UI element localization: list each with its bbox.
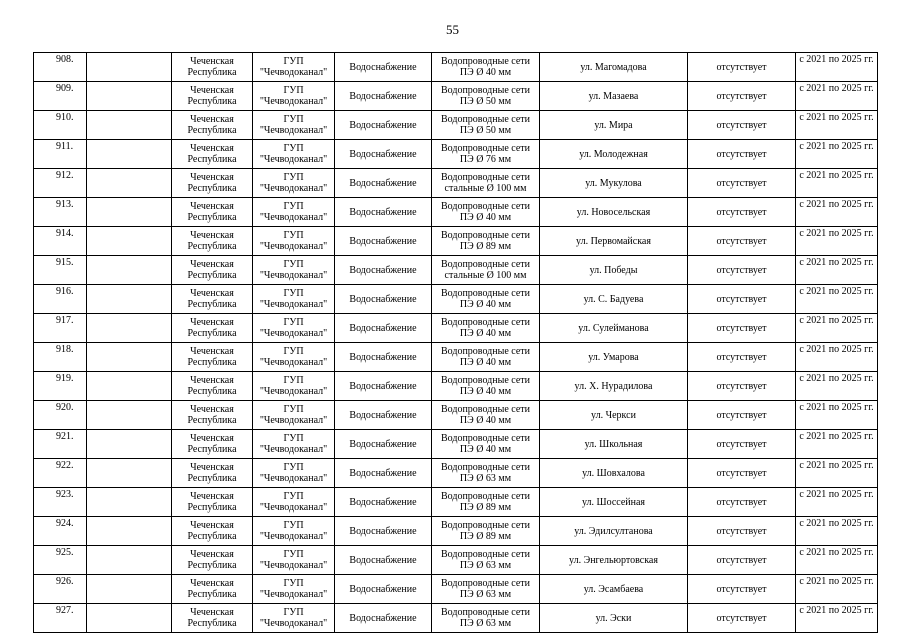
period-cell: с 2021 по 2025 гг. — [796, 82, 878, 111]
empty-cell — [87, 372, 172, 401]
empty-cell — [87, 82, 172, 111]
empty-cell — [87, 575, 172, 604]
empty-cell — [87, 111, 172, 140]
table-row — [34, 53, 878, 82]
region-cell: Чеченская Республика — [172, 169, 253, 198]
service-type-cell: Водоснабжение — [335, 401, 432, 430]
table-row — [34, 459, 878, 488]
address-cell: ул. Победы — [540, 256, 688, 285]
address-cell: ул. Первомайская — [540, 227, 688, 256]
empty-cell — [87, 459, 172, 488]
row-number-cell: 908. — [34, 53, 87, 82]
address-cell: ул. Эсамбаева — [540, 575, 688, 604]
row-number-cell: 927. — [34, 604, 87, 633]
object-description-cell: Водопроводные сети ПЭ Ø 89 мм — [432, 517, 540, 546]
table-row — [34, 604, 878, 633]
status-cell: отсутствует — [688, 488, 796, 517]
page-number: 55 — [446, 22, 459, 37]
service-type-cell: Водоснабжение — [335, 111, 432, 140]
object-description-cell: Водопроводные сети ПЭ Ø 89 мм — [432, 488, 540, 517]
service-type-cell: Водоснабжение — [335, 82, 432, 111]
empty-cell — [87, 401, 172, 430]
status-cell: отсутствует — [688, 401, 796, 430]
organization-cell: ГУП "Чечводоканал" — [253, 53, 335, 82]
organization-cell: ГУП "Чечводоканал" — [253, 459, 335, 488]
period-cell: с 2021 по 2025 гг. — [796, 285, 878, 314]
status-cell: отсутствует — [688, 53, 796, 82]
region-cell: Чеченская Республика — [172, 314, 253, 343]
table-row — [34, 488, 878, 517]
table-row — [34, 111, 878, 140]
empty-cell — [87, 198, 172, 227]
table-row — [34, 169, 878, 198]
period-cell: с 2021 по 2025 гг. — [796, 517, 878, 546]
address-cell: ул. Мира — [540, 111, 688, 140]
row-number-cell: 913. — [34, 198, 87, 227]
region-cell: Чеченская Республика — [172, 227, 253, 256]
period-cell: с 2021 по 2025 гг. — [796, 430, 878, 459]
address-cell: ул. Сулейманова — [540, 314, 688, 343]
object-description-cell: Водопроводные сети ПЭ Ø 40 мм — [432, 314, 540, 343]
service-type-cell: Водоснабжение — [335, 604, 432, 633]
row-number-cell: 911. — [34, 140, 87, 169]
address-cell: ул. Мукулова — [540, 169, 688, 198]
region-cell: Чеченская Республика — [172, 343, 253, 372]
address-cell: ул. Шоссейная — [540, 488, 688, 517]
table-row — [34, 401, 878, 430]
object-description-cell: Водопроводные сети ПЭ Ø 76 мм — [432, 140, 540, 169]
organization-cell: ГУП "Чечводоканал" — [253, 401, 335, 430]
empty-cell — [87, 604, 172, 633]
address-cell: ул. Мазаева — [540, 82, 688, 111]
table-row — [34, 430, 878, 459]
table-row — [34, 285, 878, 314]
table-row — [34, 372, 878, 401]
object-description-cell: Водопроводные сети ПЭ Ø 63 мм — [432, 459, 540, 488]
region-cell: Чеченская Республика — [172, 517, 253, 546]
object-description-cell: Водопроводные сети ПЭ Ø 40 мм — [432, 53, 540, 82]
table-body — [34, 53, 878, 633]
empty-cell — [87, 314, 172, 343]
row-number-cell: 921. — [34, 430, 87, 459]
organization-cell: ГУП "Чечводоканал" — [253, 372, 335, 401]
organization-cell: ГУП "Чечводоканал" — [253, 256, 335, 285]
period-cell: с 2021 по 2025 гг. — [796, 227, 878, 256]
service-type-cell: Водоснабжение — [335, 372, 432, 401]
object-description-cell: Водопроводные сети ПЭ Ø 40 мм — [432, 285, 540, 314]
row-number-cell: 919. — [34, 372, 87, 401]
object-description-cell: Водопроводные сети ПЭ Ø 63 мм — [432, 546, 540, 575]
service-type-cell: Водоснабжение — [335, 53, 432, 82]
region-cell: Чеченская Республика — [172, 372, 253, 401]
address-cell: ул. Школьная — [540, 430, 688, 459]
region-cell: Чеченская Республика — [172, 604, 253, 633]
row-number-cell: 916. — [34, 285, 87, 314]
empty-cell — [87, 256, 172, 285]
empty-cell — [87, 488, 172, 517]
address-cell: ул. Х. Нурадилова — [540, 372, 688, 401]
table-row — [34, 82, 878, 111]
table-row — [34, 343, 878, 372]
period-cell: с 2021 по 2025 гг. — [796, 488, 878, 517]
status-cell: отсутствует — [688, 140, 796, 169]
table-row — [34, 575, 878, 604]
object-description-cell: Водопроводные сети ПЭ Ø 50 мм — [432, 111, 540, 140]
row-number-cell: 914. — [34, 227, 87, 256]
region-cell: Чеченская Республика — [172, 401, 253, 430]
empty-cell — [87, 343, 172, 372]
address-cell: ул. Энгельюртовская — [540, 546, 688, 575]
row-number-cell: 912. — [34, 169, 87, 198]
object-description-cell: Водопроводные сети ПЭ Ø 40 мм — [432, 198, 540, 227]
empty-cell — [87, 53, 172, 82]
status-cell: отсутствует — [688, 430, 796, 459]
status-cell: отсутствует — [688, 517, 796, 546]
service-type-cell: Водоснабжение — [335, 575, 432, 604]
organization-cell: ГУП "Чечводоканал" — [253, 314, 335, 343]
object-description-cell: Водопроводные сети ПЭ Ø 50 мм — [432, 82, 540, 111]
status-cell: отсутствует — [688, 459, 796, 488]
region-cell: Чеченская Республика — [172, 575, 253, 604]
region-cell: Чеченская Республика — [172, 488, 253, 517]
status-cell: отсутствует — [688, 169, 796, 198]
address-cell: ул. Шовхалова — [540, 459, 688, 488]
row-number-cell: 920. — [34, 401, 87, 430]
service-type-cell: Водоснабжение — [335, 488, 432, 517]
service-type-cell: Водоснабжение — [335, 227, 432, 256]
service-type-cell: Водоснабжение — [335, 314, 432, 343]
row-number-cell: 922. — [34, 459, 87, 488]
organization-cell: ГУП "Чечводоканал" — [253, 546, 335, 575]
address-cell: ул. Эски — [540, 604, 688, 633]
row-number-cell: 915. — [34, 256, 87, 285]
region-cell: Чеченская Республика — [172, 459, 253, 488]
object-description-cell: Водопроводные сети ПЭ Ø 40 мм — [432, 401, 540, 430]
region-cell: Чеченская Республика — [172, 430, 253, 459]
address-cell: ул. Эдилсултанова — [540, 517, 688, 546]
period-cell: с 2021 по 2025 гг. — [796, 256, 878, 285]
table-row — [34, 314, 878, 343]
row-number-cell: 917. — [34, 314, 87, 343]
status-cell: отсутствует — [688, 82, 796, 111]
address-cell: ул. Магомадова — [540, 53, 688, 82]
organization-cell: ГУП "Чечводоканал" — [253, 111, 335, 140]
organization-cell: ГУП "Чечводоканал" — [253, 430, 335, 459]
empty-cell — [87, 285, 172, 314]
object-description-cell: Водопроводные сети ПЭ Ø 63 мм — [432, 604, 540, 633]
table-row — [34, 546, 878, 575]
status-cell: отсутствует — [688, 546, 796, 575]
organization-cell: ГУП "Чечводоканал" — [253, 285, 335, 314]
period-cell: с 2021 по 2025 гг. — [796, 169, 878, 198]
address-cell: ул. Молодежная — [540, 140, 688, 169]
period-cell: с 2021 по 2025 гг. — [796, 314, 878, 343]
status-cell: отсутствует — [688, 604, 796, 633]
region-cell: Чеченская Республика — [172, 53, 253, 82]
table-row — [34, 198, 878, 227]
period-cell: с 2021 по 2025 гг. — [796, 198, 878, 227]
address-cell: ул. Новосельская — [540, 198, 688, 227]
object-description-cell: Водопроводные сети ПЭ Ø 89 мм — [432, 227, 540, 256]
period-cell: с 2021 по 2025 гг. — [796, 575, 878, 604]
status-cell: отсутствует — [688, 285, 796, 314]
organization-cell: ГУП "Чечводоканал" — [253, 604, 335, 633]
service-type-cell: Водоснабжение — [335, 546, 432, 575]
region-cell: Чеченская Республика — [172, 111, 253, 140]
table-row — [34, 140, 878, 169]
organization-cell: ГУП "Чечводоканал" — [253, 488, 335, 517]
service-type-cell: Водоснабжение — [335, 430, 432, 459]
empty-cell — [87, 227, 172, 256]
period-cell: с 2021 по 2025 гг. — [796, 140, 878, 169]
period-cell: с 2021 по 2025 гг. — [796, 604, 878, 633]
object-description-cell: Водопроводные сети стальные Ø 100 мм — [432, 169, 540, 198]
address-cell: ул. С. Бадуева — [540, 285, 688, 314]
object-description-cell: Водопроводные сети ПЭ Ø 40 мм — [432, 343, 540, 372]
status-cell: отсутствует — [688, 575, 796, 604]
object-description-cell: Водопроводные сети ПЭ Ø 63 мм — [432, 575, 540, 604]
period-cell: с 2021 по 2025 гг. — [796, 401, 878, 430]
row-number-cell: 926. — [34, 575, 87, 604]
service-type-cell: Водоснабжение — [335, 256, 432, 285]
organization-cell: ГУП "Чечводоканал" — [253, 140, 335, 169]
region-cell: Чеченская Республика — [172, 82, 253, 111]
empty-cell — [87, 517, 172, 546]
period-cell: с 2021 по 2025 гг. — [796, 459, 878, 488]
organization-cell: ГУП "Чечводоканал" — [253, 169, 335, 198]
organization-cell: ГУП "Чечводоканал" — [253, 517, 335, 546]
period-cell: с 2021 по 2025 гг. — [796, 343, 878, 372]
table-row — [34, 517, 878, 546]
row-number-cell: 923. — [34, 488, 87, 517]
object-description-cell: Водопроводные сети стальные Ø 100 мм — [432, 256, 540, 285]
status-cell: отсутствует — [688, 314, 796, 343]
period-cell: с 2021 по 2025 гг. — [796, 372, 878, 401]
service-type-cell: Водоснабжение — [335, 459, 432, 488]
empty-cell — [87, 140, 172, 169]
row-number-cell: 924. — [34, 517, 87, 546]
organization-cell: ГУП "Чечводоканал" — [253, 343, 335, 372]
object-description-cell: Водопроводные сети ПЭ Ø 40 мм — [432, 430, 540, 459]
status-cell: отсутствует — [688, 372, 796, 401]
service-type-cell: Водоснабжение — [335, 169, 432, 198]
empty-cell — [87, 430, 172, 459]
row-number-cell: 910. — [34, 111, 87, 140]
empty-cell — [87, 169, 172, 198]
region-cell: Чеченская Республика — [172, 140, 253, 169]
period-cell: с 2021 по 2025 гг. — [796, 111, 878, 140]
service-type-cell: Водоснабжение — [335, 343, 432, 372]
address-cell: ул. Черкси — [540, 401, 688, 430]
region-cell: Чеченская Республика — [172, 198, 253, 227]
object-description-cell: Водопроводные сети ПЭ Ø 40 мм — [432, 372, 540, 401]
service-type-cell: Водоснабжение — [335, 517, 432, 546]
service-type-cell: Водоснабжение — [335, 140, 432, 169]
organization-cell: ГУП "Чечводоканал" — [253, 575, 335, 604]
row-number-cell: 925. — [34, 546, 87, 575]
service-type-cell: Водоснабжение — [335, 198, 432, 227]
table-row — [34, 227, 878, 256]
organization-cell: ГУП "Чечводоканал" — [253, 82, 335, 111]
status-cell: отсутствует — [688, 256, 796, 285]
row-number-cell: 918. — [34, 343, 87, 372]
registry-table — [33, 52, 878, 633]
region-cell: Чеченская Республика — [172, 256, 253, 285]
status-cell: отсутствует — [688, 111, 796, 140]
organization-cell: ГУП "Чечводоканал" — [253, 198, 335, 227]
period-cell: с 2021 по 2025 гг. — [796, 53, 878, 82]
status-cell: отсутствует — [688, 227, 796, 256]
period-cell: с 2021 по 2025 гг. — [796, 546, 878, 575]
region-cell: Чеченская Республика — [172, 285, 253, 314]
organization-cell: ГУП "Чечводоканал" — [253, 227, 335, 256]
empty-cell — [87, 546, 172, 575]
status-cell: отсутствует — [688, 343, 796, 372]
address-cell: ул. Умарова — [540, 343, 688, 372]
table-row — [34, 256, 878, 285]
row-number-cell: 909. — [34, 82, 87, 111]
region-cell: Чеченская Республика — [172, 546, 253, 575]
service-type-cell: Водоснабжение — [335, 285, 432, 314]
status-cell: отсутствует — [688, 198, 796, 227]
